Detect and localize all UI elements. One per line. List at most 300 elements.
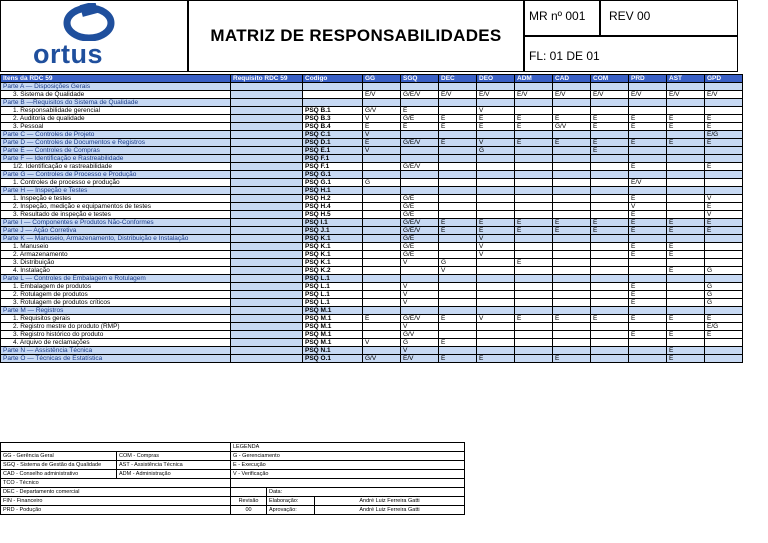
responsibility-cell (515, 283, 553, 291)
responsibility-cell: G/E/V (401, 227, 439, 235)
responsibility-cell: E (439, 355, 477, 363)
responsibility-cell: G/E (401, 115, 439, 123)
responsibility-cell: G/E/V (401, 315, 439, 323)
code-cell: PSQ H.2 (303, 195, 363, 203)
responsibility-cell (363, 283, 401, 291)
column-header: SGQ (401, 75, 439, 83)
requirement-cell (231, 243, 303, 251)
responsibility-cell: E/V (667, 91, 705, 99)
responsibility-cell (667, 299, 705, 307)
responsibility-cell: V (363, 115, 401, 123)
row-label: 1. Controles de processo e produção (1, 179, 231, 187)
responsibility-cell (629, 307, 667, 315)
row-label: 4. Arquivo de reclamações (1, 339, 231, 347)
responsibility-cell: E (629, 195, 667, 203)
responsibility-cell: G/E/V (401, 139, 439, 147)
row-label: 2. Registro mestre do produto (RMP) (1, 323, 231, 331)
responsibility-cell: G (705, 267, 743, 275)
responsibility-cell (705, 155, 743, 163)
responsibility-cell: E (477, 219, 515, 227)
responsibility-cell (667, 283, 705, 291)
responsibility-cell (591, 179, 629, 187)
responsibility-cell (667, 259, 705, 267)
responsibility-cell: E (591, 123, 629, 131)
responsibility-cell (515, 331, 553, 339)
responsibility-cell: E (705, 315, 743, 323)
code-cell: PSQ C.1 (303, 131, 363, 139)
responsibility-cell (629, 267, 667, 275)
responsibility-cell (553, 347, 591, 355)
part-row (1, 307, 743, 315)
code-cell: PSQ J.1 (303, 227, 363, 235)
responsibility-cell (477, 99, 515, 107)
responsibility-cell (515, 131, 553, 139)
part-row (1, 227, 743, 235)
requirement-cell (231, 147, 303, 155)
revision: REV 00 (600, 0, 738, 36)
responsibility-cell (667, 163, 705, 171)
responsibility-cell: G/V (363, 107, 401, 115)
matrix-header-row (1, 75, 743, 83)
responsibility-cell (667, 323, 705, 331)
column-header: Itens da RDC 59 (1, 75, 231, 83)
responsibility-cell (363, 331, 401, 339)
part-row (1, 355, 743, 363)
row-label: 3. Rotulagem de produtos críticos (1, 299, 231, 307)
responsibility-cell: G (705, 283, 743, 291)
responsibility-cell (591, 203, 629, 211)
requirement-cell (231, 163, 303, 171)
legend-abbrev: PRD - Podução (1, 506, 231, 515)
responsibility-cell (667, 131, 705, 139)
responsibility-cell: E (705, 227, 743, 235)
item-row (1, 331, 743, 339)
responsibility-cell (553, 235, 591, 243)
responsibility-cell: V (401, 323, 439, 331)
requirement-cell (231, 283, 303, 291)
responsibility-matrix (0, 74, 743, 363)
responsibility-cell (591, 259, 629, 267)
part-row (1, 347, 743, 355)
responsibility-cell (515, 211, 553, 219)
requirement-cell (231, 115, 303, 123)
responsibility-cell (439, 347, 477, 355)
code-cell: PSQ H.4 (303, 203, 363, 211)
responsibility-cell (439, 179, 477, 187)
responsibility-cell (629, 187, 667, 195)
legend-item: E - Execução (231, 461, 465, 470)
logo-box (0, 0, 188, 72)
responsibility-cell: G/V (363, 355, 401, 363)
legend-abbrev: DEC - Departamento comercial (1, 488, 231, 497)
responsibility-cell (363, 299, 401, 307)
responsibility-cell (477, 187, 515, 195)
responsibility-cell: E (515, 227, 553, 235)
responsibility-cell: E/V (401, 355, 439, 363)
responsibility-cell: E (667, 331, 705, 339)
row-label: Parte G — Controles de Processo e Produção (1, 171, 231, 179)
responsibility-cell (515, 179, 553, 187)
code-cell: PSQ F.1 (303, 155, 363, 163)
responsibility-cell (553, 339, 591, 347)
responsibility-cell: E (667, 267, 705, 275)
document-number: MR nº 001 (524, 0, 600, 36)
responsibility-cell (363, 163, 401, 171)
item-row (1, 283, 743, 291)
responsibility-cell: E (667, 227, 705, 235)
part-row (1, 155, 743, 163)
responsibility-cell (629, 235, 667, 243)
responsibility-cell (439, 171, 477, 179)
responsibility-cell (591, 267, 629, 275)
responsibility-cell (363, 187, 401, 195)
responsibility-cell: G/E (401, 243, 439, 251)
responsibility-cell: G/V (553, 123, 591, 131)
requirement-cell (231, 83, 303, 91)
responsibility-cell (477, 211, 515, 219)
row-label: Parte F — Identificação e Rastreabilidade (1, 155, 231, 163)
responsibility-cell (477, 267, 515, 275)
responsibility-cell (401, 275, 439, 283)
item-row (1, 251, 743, 259)
responsibility-cell (477, 203, 515, 211)
requirement-cell (231, 187, 303, 195)
row-label: 1. Embalagem de produtos (1, 283, 231, 291)
responsibility-cell (553, 187, 591, 195)
responsibility-cell (439, 195, 477, 203)
responsibility-cell (667, 195, 705, 203)
item-row (1, 91, 743, 99)
column-header: GG (363, 75, 401, 83)
responsibility-cell (477, 131, 515, 139)
responsibility-cell (515, 355, 553, 363)
responsibility-cell (591, 83, 629, 91)
responsibility-cell: E (705, 123, 743, 131)
ortus-logo-icon (59, 3, 119, 41)
responsibility-cell (591, 291, 629, 299)
responsibility-cell (667, 107, 705, 115)
item-row (1, 115, 743, 123)
row-label: 4. Instalação (1, 267, 231, 275)
responsibility-cell: E (705, 219, 743, 227)
code-cell: PSQ K.1 (303, 259, 363, 267)
item-row (1, 179, 743, 187)
responsibility-cell (439, 187, 477, 195)
requirement-cell (231, 195, 303, 203)
responsibility-cell (629, 147, 667, 155)
legend-abbrev: AST - Assistência Técnica (117, 461, 231, 470)
responsibility-cell: E (667, 243, 705, 251)
responsibility-cell: V (401, 347, 439, 355)
responsibility-cell (515, 323, 553, 331)
responsibility-cell (705, 83, 743, 91)
requirement-cell (231, 219, 303, 227)
responsibility-cell (515, 195, 553, 203)
responsibility-cell (591, 171, 629, 179)
responsibility-cell (363, 99, 401, 107)
revision-value: 00 (231, 506, 267, 515)
code-cell: PSQ M.1 (303, 307, 363, 315)
requirement-cell (231, 227, 303, 235)
responsibility-cell: G (401, 339, 439, 347)
responsibility-cell (553, 155, 591, 163)
responsibility-cell: E (629, 227, 667, 235)
requirement-cell (231, 315, 303, 323)
responsibility-cell (591, 187, 629, 195)
responsibility-cell (667, 211, 705, 219)
requirement-cell (231, 91, 303, 99)
responsibility-cell: E (667, 315, 705, 323)
responsibility-cell (515, 243, 553, 251)
column-header: Requisito RDC 59 (231, 75, 303, 83)
responsibility-cell (553, 131, 591, 139)
item-row (1, 267, 743, 275)
responsibility-cell (363, 291, 401, 299)
responsibility-cell: G (477, 147, 515, 155)
code-cell: PSQ B.1 (303, 107, 363, 115)
responsibility-cell: E (629, 163, 667, 171)
responsibility-cell: E (705, 163, 743, 171)
responsibility-cell: V (401, 283, 439, 291)
code-cell (303, 91, 363, 99)
responsibility-cell (515, 99, 553, 107)
responsibility-cell (477, 259, 515, 267)
responsibility-cell (515, 307, 553, 315)
code-cell: PSQ L.1 (303, 299, 363, 307)
responsibility-cell (363, 323, 401, 331)
responsibility-cell (477, 291, 515, 299)
responsibility-cell (591, 299, 629, 307)
responsibility-cell: E (591, 219, 629, 227)
requirement-cell (231, 171, 303, 179)
responsibility-cell (591, 99, 629, 107)
responsibility-cell (515, 107, 553, 115)
responsibility-cell: E (515, 115, 553, 123)
row-label: 2. Rotulagem de produtos (1, 291, 231, 299)
requirement-cell (231, 275, 303, 283)
responsibility-cell: E (591, 139, 629, 147)
responsibility-cell (705, 179, 743, 187)
row-label: Parte O — Técnicas de Estatística (1, 355, 231, 363)
responsibility-cell: E (515, 139, 553, 147)
responsibility-cell (439, 107, 477, 115)
part-row (1, 219, 743, 227)
responsibility-cell (553, 83, 591, 91)
responsibility-cell: E/G (705, 131, 743, 139)
legend-abbrev: TCO - Técnico (1, 479, 231, 488)
responsibility-cell (629, 275, 667, 283)
responsibility-cell: E (553, 139, 591, 147)
responsibility-cell (629, 107, 667, 115)
responsibility-cell (553, 331, 591, 339)
responsibility-cell (591, 163, 629, 171)
responsibility-cell: E (591, 115, 629, 123)
responsibility-cell (515, 203, 553, 211)
prepared-label: Elaboração: (267, 497, 315, 506)
code-cell: PSQ G.1 (303, 179, 363, 187)
responsibility-cell (705, 275, 743, 283)
row-label: Parte K — Manuseio, Armazenamento, Distribuição e Instalação (1, 235, 231, 243)
responsibility-cell: V (477, 315, 515, 323)
row-label: Parte J — Ação Corretiva (1, 227, 231, 235)
responsibility-cell: E (591, 315, 629, 323)
responsibility-cell (401, 155, 439, 163)
column-header: DEO (477, 75, 515, 83)
responsibility-cell (363, 83, 401, 91)
responsibility-cell: E (553, 115, 591, 123)
responsibility-cell (515, 163, 553, 171)
responsibility-cell: E (515, 123, 553, 131)
code-cell: PSQ B.3 (303, 115, 363, 123)
part-row (1, 99, 743, 107)
responsibility-cell (363, 275, 401, 283)
responsibility-cell: G/V (401, 331, 439, 339)
row-label: 3. Registro histórico do produto (1, 331, 231, 339)
responsibility-cell: E (439, 123, 477, 131)
row-label: Parte I — Componentes e Produtos Não-Conformes (1, 219, 231, 227)
item-row (1, 291, 743, 299)
responsibility-cell (553, 211, 591, 219)
responsibility-cell (363, 259, 401, 267)
responsibility-cell: E (553, 315, 591, 323)
row-label: 3. Pessoal (1, 123, 231, 131)
part-row (1, 275, 743, 283)
responsibility-cell (439, 299, 477, 307)
requirement-cell (231, 235, 303, 243)
row-label: 1. Requisitos gerais (1, 315, 231, 323)
responsibility-cell (439, 275, 477, 283)
responsibility-cell: E (629, 211, 667, 219)
responsibility-cell (705, 339, 743, 347)
responsibility-cell (515, 187, 553, 195)
item-row (1, 299, 743, 307)
requirement-cell (231, 347, 303, 355)
responsibility-cell (591, 331, 629, 339)
approved-by: André Luiz Ferreira Gatti (315, 506, 465, 515)
responsibility-cell: V (477, 251, 515, 259)
responsibility-cell (477, 179, 515, 187)
responsibility-cell: G (705, 291, 743, 299)
responsibility-cell (401, 99, 439, 107)
responsibility-cell (629, 339, 667, 347)
responsibility-cell: E (629, 219, 667, 227)
responsibility-cell (401, 131, 439, 139)
responsibility-cell: V (401, 291, 439, 299)
code-cell: PSQ D.1 (303, 139, 363, 147)
row-label: 1. Responsabilidade gerencial (1, 107, 231, 115)
responsibility-cell (363, 195, 401, 203)
requirement-cell (231, 179, 303, 187)
responsibility-cell (667, 83, 705, 91)
responsibility-cell (705, 307, 743, 315)
responsibility-cell: E (629, 315, 667, 323)
responsibility-cell (629, 355, 667, 363)
code-cell: PSQ M.1 (303, 315, 363, 323)
responsibility-cell (515, 83, 553, 91)
row-label: Parte H — Inspeção e Testes (1, 187, 231, 195)
responsibility-cell (439, 243, 477, 251)
responsibility-cell (401, 267, 439, 275)
row-label: 1. Inspeção e testes (1, 195, 231, 203)
responsibility-cell (553, 195, 591, 203)
code-cell: PSQ E.1 (303, 147, 363, 155)
code-cell (303, 83, 363, 91)
row-label: 2. Auditoria de qualidade (1, 115, 231, 123)
responsibility-cell (591, 211, 629, 219)
part-row (1, 235, 743, 243)
item-row (1, 259, 743, 267)
code-cell: PSQ L.1 (303, 275, 363, 283)
code-cell: PSQ M.1 (303, 339, 363, 347)
requirement-cell (231, 203, 303, 211)
responsibility-cell (553, 307, 591, 315)
responsibility-cell (363, 171, 401, 179)
responsibility-cell (705, 187, 743, 195)
responsibility-cell (363, 307, 401, 315)
requirement-cell (231, 107, 303, 115)
responsibility-cell: E (439, 115, 477, 123)
responsibility-cell (553, 259, 591, 267)
responsibility-cell: E (705, 203, 743, 211)
item-row (1, 315, 743, 323)
column-header: GPD (705, 75, 743, 83)
responsibility-cell: E (629, 139, 667, 147)
responsibility-cell: E (667, 115, 705, 123)
responsibility-cell (553, 251, 591, 259)
responsibility-cell: E (553, 219, 591, 227)
date-label: Data: (267, 488, 465, 497)
code-cell: PSQ M.1 (303, 331, 363, 339)
code-cell: PSQ O.1 (303, 355, 363, 363)
responsibility-cell (553, 179, 591, 187)
responsibility-cell (515, 339, 553, 347)
responsibility-cell (515, 347, 553, 355)
responsibility-cell (477, 155, 515, 163)
responsibility-cell: E (515, 315, 553, 323)
responsibility-cell: V (477, 107, 515, 115)
column-header: COM (591, 75, 629, 83)
item-row (1, 123, 743, 131)
code-cell: PSQ K.2 (303, 267, 363, 275)
responsibility-cell (629, 347, 667, 355)
responsibility-cell (667, 203, 705, 211)
responsibility-cell: V (363, 131, 401, 139)
legend-abbrev: COM - Compras (117, 452, 231, 461)
responsibility-cell: V (705, 195, 743, 203)
responsibility-cell (553, 107, 591, 115)
responsibility-cell (439, 307, 477, 315)
responsibility-cell (363, 211, 401, 219)
requirement-cell (231, 259, 303, 267)
code-cell: PSQ I.1 (303, 219, 363, 227)
responsibility-cell (705, 107, 743, 115)
column-header: Codigo (303, 75, 363, 83)
prepared-by: André Luiz Ferreira Gatti (315, 497, 465, 506)
column-header: CAD (553, 75, 591, 83)
code-cell: PSQ L.1 (303, 291, 363, 299)
responsibility-cell (515, 251, 553, 259)
responsibility-cell: E (477, 115, 515, 123)
responsibility-cell (515, 235, 553, 243)
responsibility-cell (667, 339, 705, 347)
responsibility-cell (705, 259, 743, 267)
requirement-cell (231, 339, 303, 347)
responsibility-cell: E (439, 339, 477, 347)
code-cell (303, 99, 363, 107)
responsibility-cell: V (363, 147, 401, 155)
responsibility-cell (363, 243, 401, 251)
responsibility-cell (705, 147, 743, 155)
